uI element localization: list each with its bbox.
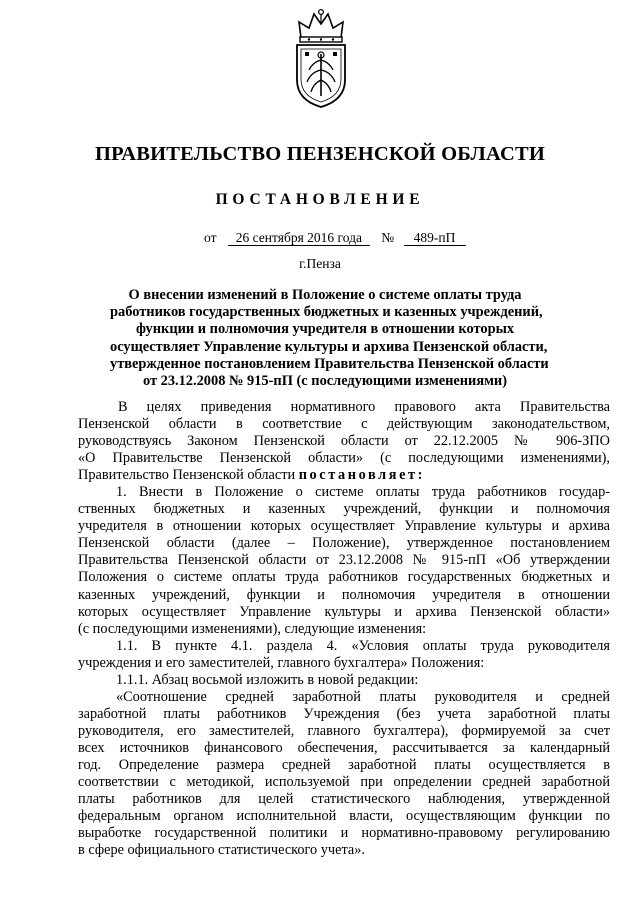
item-1-line: казенных учреждений, функции и полномочия учредителя в отношении <box>78 586 610 603</box>
quote-line: в сфере официального статистического учета». <box>78 842 365 859</box>
document-title <box>110 287 549 390</box>
title-line: работников государственных бюджетных и казенных учреждений, <box>110 304 543 321</box>
date-prefix: от <box>204 230 217 245</box>
preamble-line <box>78 467 610 484</box>
document-type: ПОСТАНОВЛЕНИЕ <box>215 191 425 208</box>
quote-line: заработной платы работников Учреждения (без учета заработной платы <box>78 705 610 722</box>
item-1-line: которых осуществляет Управление культуры и архива Пензенской области» <box>78 603 610 620</box>
resolves-word: постановляет: <box>298 467 426 484</box>
preamble-line: «О Правительстве Пензенской области» (с последующими изменениями), <box>78 450 610 467</box>
quote-line: выработке государственной политики и нормативно-правовому регулированию <box>78 825 610 842</box>
government-name: ПРАВИТЕЛЬСТВО ПЕНЗЕНСКОЙ ОБЛАСТИ <box>95 143 545 165</box>
item-1-line: Положения о системе оплаты труда работников государственных бюджетных и <box>78 569 610 586</box>
preamble-last: Правительство Пензенской области <box>78 467 296 484</box>
title-line: от 23.12.2008 № 915-пП (с последующими изменениями) <box>142 373 508 390</box>
quote-line: федеральным органом исполнительной власти, осуществляющим функции по <box>78 808 610 825</box>
title-line: утвержденное постановлением Правительства Пензенской области <box>110 355 549 372</box>
date-number-line <box>204 229 466 246</box>
preamble-line: В целях приведения нормативного правового акта Правительства <box>118 399 610 415</box>
item-1-line: (с последующими изменениями), следующие изменения: <box>78 620 427 637</box>
item-1-1-line: 1.1. В пункте 4.1. раздела 4. «Условия оплаты труда руководителя <box>116 637 610 654</box>
quote-line: руководителя, его заместителей, главного бухгалтера), формируемой за счет <box>78 722 610 739</box>
item-1-1-line: учреждения и его заместителей, главного бухгалтера» Положения: <box>78 654 485 671</box>
title-line: О внесении изменений в Положение о системе оплаты труда <box>128 287 522 303</box>
title-line: осуществляет Управление культуры и архива Пензенской области, <box>110 338 548 355</box>
coat-of-arms-icon <box>285 8 357 110</box>
item-1-line: ственных бюджетных и казенных учреждений, функции и полномочия <box>78 501 610 518</box>
item-1-line: учредителя в отношении которых осуществляет Управление культуры и архива <box>78 518 610 535</box>
document-body <box>78 399 610 859</box>
item-1-line: 1. Внести в Положение о системе оплаты труда работников государ- <box>116 484 610 501</box>
document-date: 26 сентября 2016 года <box>228 230 370 246</box>
quote-line: соответствии с методикой, используемой при определении средней заработной <box>78 774 610 791</box>
preamble-line: Пензенской области в соответствие с действующим законодательством, <box>78 416 610 433</box>
item-1-line: Пензенской области (далее – Положение), утвержденное постановлением <box>78 535 610 552</box>
quote-line: всех источников финансового обеспечения, рассчитывается за календарный <box>78 739 610 756</box>
city: г.Пенза <box>299 256 341 271</box>
quote-line: год. Определение размера средней заработной платы осуществляется в <box>78 756 610 773</box>
title-line: функции и полномочия учредителя в отношении которых <box>135 321 515 338</box>
item-1-1-1-line: 1.1.1. Абзац восьмой изложить в новой редакции: <box>116 671 419 688</box>
number-prefix: № <box>381 230 395 245</box>
quote-line: «Соотношение средней заработной платы руководителя и средней <box>116 688 610 705</box>
quote-line: платы работников для целей статистического наблюдения, утвержденной <box>78 791 610 808</box>
document-number: 489-пП <box>404 230 466 246</box>
item-1-line: Правительства Пензенской области от 23.12.2008 № 915-пП «Об утверждении <box>78 552 610 569</box>
preamble-line: руководствуясь Законом Пензенской области от 22.12.2005 № 906-ЗПО <box>78 433 610 450</box>
